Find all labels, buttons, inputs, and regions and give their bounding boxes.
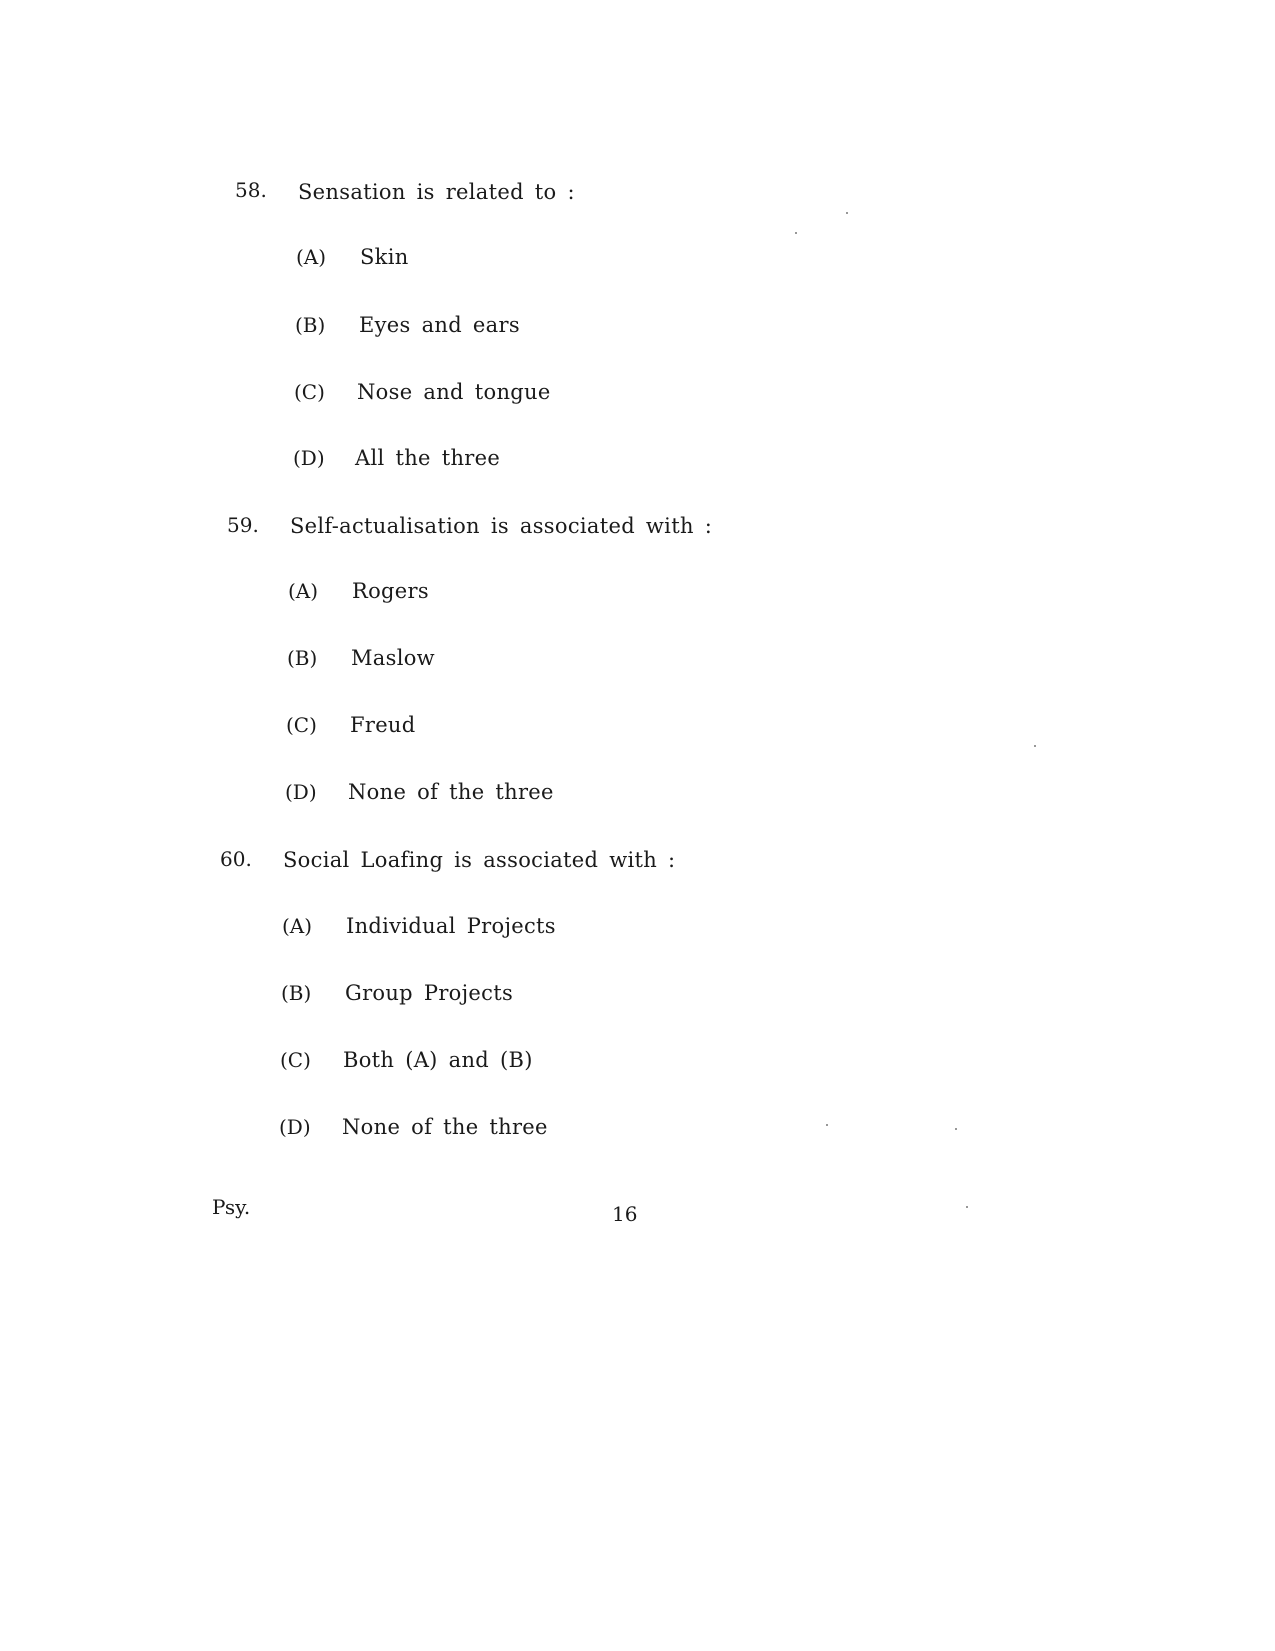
page-number: 16: [612, 1202, 638, 1226]
scan-speck: [966, 1206, 968, 1208]
option-label-c: (C): [286, 713, 317, 737]
option-text-d: None of the three: [342, 1115, 548, 1139]
question-number: 60.: [220, 847, 252, 871]
option-label-a: (A): [282, 914, 313, 938]
scan-speck: [846, 212, 848, 214]
question-number: 59.: [227, 513, 259, 537]
option-label-a: (A): [296, 245, 327, 269]
scan-speck: [795, 232, 797, 234]
option-label-c: (C): [294, 380, 325, 404]
option-label-b: (B): [287, 646, 318, 670]
option-text-c: Freud: [350, 713, 416, 737]
option-text-a: Rogers: [352, 579, 429, 603]
question-text: Social Loafing is associated with :: [283, 848, 676, 872]
option-text-c: Nose and tongue: [357, 380, 551, 404]
option-label-b: (B): [295, 313, 326, 337]
scan-speck: [826, 1124, 828, 1126]
option-label-d: (D): [285, 780, 317, 804]
option-text-d: All the three: [355, 446, 501, 470]
option-text-b: Maslow: [351, 646, 435, 670]
option-text-a: Individual Projects: [346, 914, 556, 938]
option-text-d: None of the three: [348, 780, 554, 804]
option-label-d: (D): [279, 1115, 311, 1139]
question-number: 58.: [235, 178, 267, 202]
option-text-c: Both (A) and (B): [343, 1048, 533, 1072]
question-text: Self-actualisation is associated with :: [290, 514, 713, 538]
option-label-b: (B): [281, 981, 312, 1005]
option-text-b: Eyes and ears: [359, 313, 520, 337]
option-label-d: (D): [293, 446, 325, 470]
option-label-c: (C): [280, 1048, 311, 1072]
option-text-a: Skin: [360, 245, 409, 269]
option-text-b: Group Projects: [345, 981, 514, 1005]
subject-code: Psy.: [212, 1195, 251, 1219]
scan-speck: [1034, 745, 1036, 747]
option-label-a: (A): [288, 579, 319, 603]
scan-speck: [955, 1128, 957, 1130]
question-text: Sensation is related to :: [298, 180, 575, 204]
